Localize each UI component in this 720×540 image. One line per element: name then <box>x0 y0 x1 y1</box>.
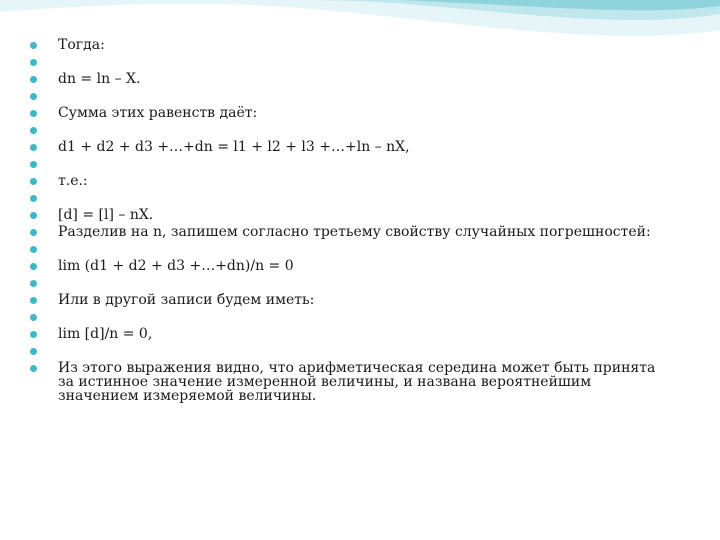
bullet-text <box>58 123 670 137</box>
bullet-list <box>30 36 670 403</box>
bullet-text: Из этого выражения видно, что арифметическая середина может быть принята за истинное значение измеренной величины, и названа вероятнейшим значением измеряемой величины. <box>58 360 660 404</box>
bullet-dot-icon <box>30 127 37 134</box>
bullet-text: Или в другой записи будем иметь: <box>58 292 315 308</box>
bullet-text <box>58 242 670 256</box>
bullet-text <box>58 191 670 205</box>
bullet-text <box>58 55 670 69</box>
bullet-dot-icon <box>30 280 37 287</box>
bullet-item <box>30 208 670 222</box>
bullet-item <box>30 293 670 307</box>
bullet-dot-icon <box>30 314 37 321</box>
bullet-text: Разделив на n, запишем согласно третьему свойству случайных погрешностей: <box>58 224 651 240</box>
bullet-item <box>30 225 670 239</box>
bullet-text <box>58 276 670 290</box>
bullet-item <box>30 157 670 171</box>
bullet-text: d1 + d2 + d3 +…+dn = l1 + l2 + l3 +…+ln – nX, <box>58 139 410 155</box>
bullet-item <box>30 55 670 69</box>
bullet-dot-icon <box>30 59 37 66</box>
bullet-dot-icon <box>30 161 37 168</box>
bullet-text: dn = ln – X. <box>58 71 141 87</box>
bullet-text: Тогда: <box>58 37 105 53</box>
bullet-item <box>30 344 670 358</box>
bullet-dot-icon <box>30 297 37 304</box>
bullet-item <box>30 89 670 103</box>
bullet-item <box>30 140 670 154</box>
bullet-dot-icon <box>30 178 37 185</box>
bullet-item <box>30 310 670 324</box>
bullet-item <box>30 123 670 137</box>
bullet-text: [d] = [l] – nX. <box>58 207 154 223</box>
bullet-text: lim [d]/n = 0, <box>58 326 153 342</box>
bullet-dot-icon <box>30 229 37 236</box>
bullet-dot-icon <box>30 110 37 117</box>
bullet-dot-icon <box>30 76 37 83</box>
bullet-text: т.е.: <box>58 173 88 189</box>
bullet-dot-icon <box>30 263 37 270</box>
bullet-item <box>30 72 670 86</box>
bullet-text <box>58 157 670 171</box>
bullet-text: lim (d1 + d2 + d3 +…+dn)/n = 0 <box>58 258 294 274</box>
bullet-item <box>30 276 670 290</box>
bullet-item <box>30 191 670 205</box>
bullet-dot-icon <box>30 212 37 219</box>
bullet-item <box>30 174 670 188</box>
bullet-dot-icon <box>30 348 37 355</box>
bullet-dot-icon <box>30 246 37 253</box>
bullet-item <box>30 361 670 403</box>
bullet-dot-icon <box>30 42 37 49</box>
bullet-text <box>58 344 670 358</box>
bullet-item <box>30 38 670 52</box>
bullet-dot-icon <box>30 331 37 338</box>
bullet-item <box>30 106 670 120</box>
bullet-dot-icon <box>30 144 37 151</box>
bullet-dot-icon <box>30 93 37 100</box>
bullet-item <box>30 327 670 341</box>
bullet-text <box>58 89 670 103</box>
bullet-item <box>30 259 670 273</box>
bullet-item <box>30 242 670 256</box>
bullet-dot-icon <box>30 195 37 202</box>
bullet-text: Сумма этих равенств даёт: <box>58 105 258 121</box>
bullet-dot-icon <box>30 365 37 372</box>
bullet-text <box>58 310 670 324</box>
